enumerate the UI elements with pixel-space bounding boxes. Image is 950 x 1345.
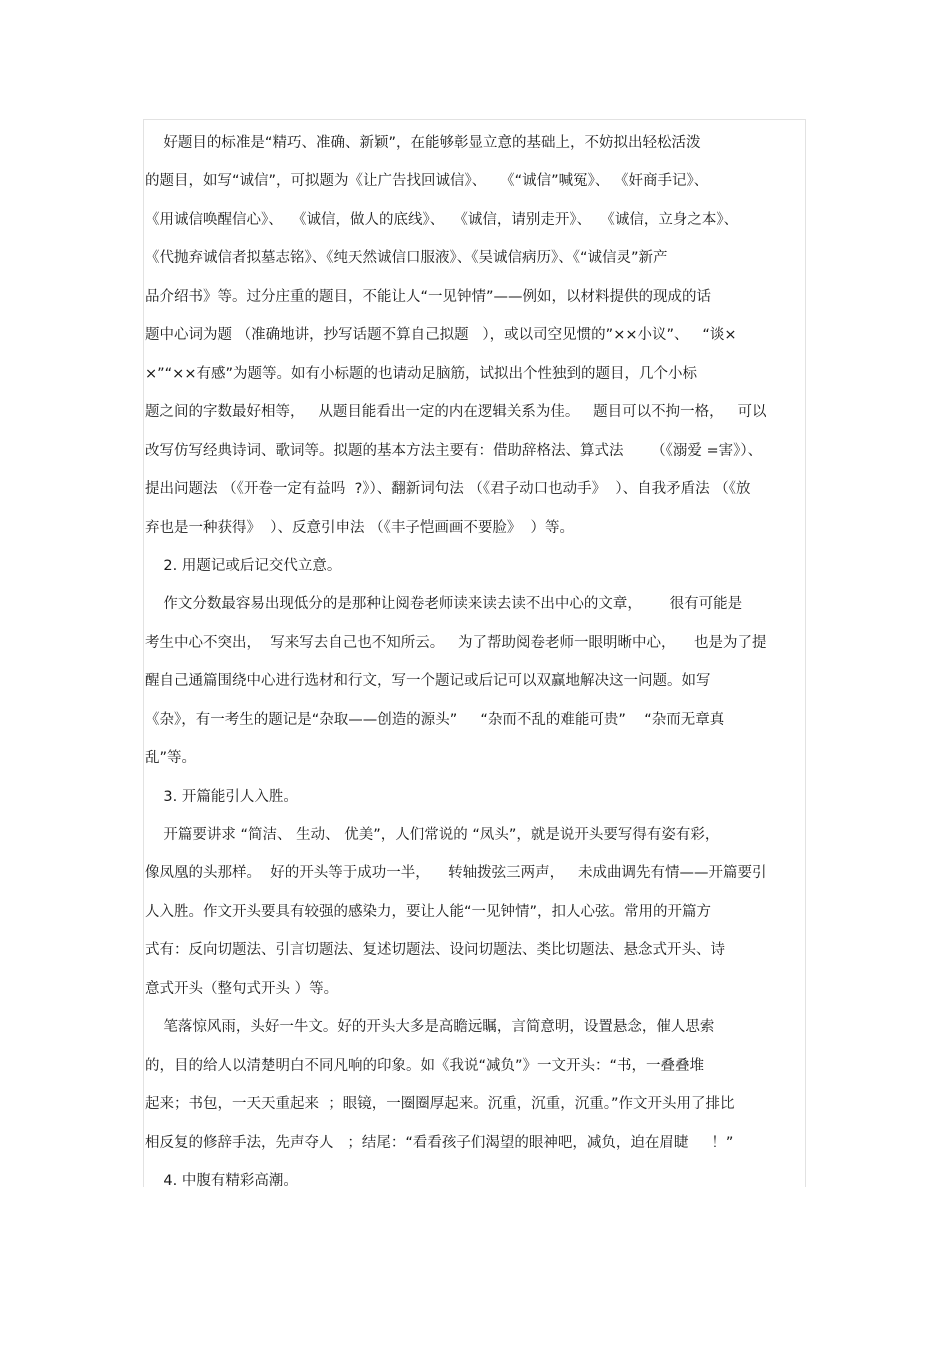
text-line: 品介绍书》等。过分庄重的题目，不能让人“一见钟情”——例如，以材料提供的现成的话 — [145, 289, 712, 305]
text-line: 提出问题法 （《开卷一定有益吗 ?》）、翻新词句法 （《君子动口也动手》 ）、自我矛盾法 （《放 — [145, 481, 751, 497]
text-line: 弃也是一种获得》 ）、反意引申法 （《丰子恺画画不要脸》 ）等。 — [145, 520, 575, 536]
text-line: 醒自己通篇围绕中心进行选材和行文，写一个题记或后记可以双赢地解决这一问题。如写 — [145, 673, 711, 689]
text-line: 《杂》，有一考生的题记是“杂取——创造的源头” “杂而不乱的难能可贵” “杂而无章真 — [145, 712, 725, 728]
text-line: 好题目的标准是“精巧、准确、新颖”，在能够彰显立意的基础上，不妨拟出轻松活泼 — [145, 135, 701, 151]
text-line: 起来；书包，一天天重起来 ；眼镜，一圈圈厚起来。沉重，沉重，沉重。”作文开头用了排比 — [145, 1096, 735, 1112]
text-line: 题中心词为题 （准确地讲，抄写话题不算自己拟题 ），或以司空见惯的”××小议”、 “谈× — [145, 327, 737, 343]
text-line: 乱”等。 — [145, 750, 197, 766]
text-line: 笔落惊风雨，头好一牛文。好的开头大多是高瞻远瞩，言简意明，设置悬念，催人思索 — [145, 1019, 715, 1035]
text-line: 相反复的修辞手法，先声夺人 ；结尾：“看看孩子们渴望的眼神吧，减负，迫在眉睫 ！” — [145, 1135, 734, 1151]
text-line: 的题目，如写“诚信”，可拟题为《让广告找回诚信》、 《“诚信”喊冤》、 《奸商手记》、 — [145, 173, 709, 189]
text-line: 考生中心不突出， 写来写去自己也不知所云。 为了帮助阅卷老师一眼明晰中心， 也是为了提 — [145, 635, 767, 651]
text-line: 意式开头（整句式开头 ）等。 — [145, 981, 339, 997]
section-heading: 4. 中腹有精彩高潮。 — [145, 1173, 298, 1189]
text-line: 人入胜。作文开头要具有较强的感染力，要让人能“一见钟情”，扣人心弦。常用的开篇方 — [145, 904, 712, 920]
text-line: 的，目的给人以清楚明白不同凡响的印象。如《我说“减负”》一文开头：“书，一叠叠堆 — [145, 1058, 705, 1074]
section-heading: 3. 开篇能引人入胜。 — [145, 789, 298, 805]
text-line: 作文分数最容易出现低分的是那种让阅卷老师读来读去读不出中心的文章， 很有可能是 — [145, 596, 743, 612]
text-line: 式有：反向切题法、引言切题法、复述切题法、设问切题法、类比切题法、悬念式开头、诗 — [145, 942, 725, 958]
text-line: 开篇要讲求 “简洁、 生动、 优美”，人们常说的 “凤头”，就是说开头要写得有姿有彩， — [145, 827, 720, 843]
text-line: 像凤凰的头那样。 好的开头等于成功一半， 转轴拨弦三两声， 未成曲调先有情——开篇要引 — [145, 865, 767, 881]
text-line: ×”“××有感”为题等。如有小标题的也请动足脑筋，试拟出个性独到的题目，几个小标 — [145, 366, 697, 382]
text-line: 改写仿写经典诗词、歌词等。拟题的基本方法主要有：借助辞格法、算式法 （《溺爱 =害》）、 — [145, 443, 763, 459]
text-line: 《代抛弃诚信者拟墓志铭》、《纯天然诚信口服液》、《吴诚信病历》、《“诚信灵”新产 — [145, 250, 668, 266]
text-line: 题之间的字数最好相等， 从题目能看出一定的内在逻辑关系为佳。 题目可以不拘一格， 可以 — [145, 404, 767, 420]
section-heading: 2. 用题记或后记交代立意。 — [145, 558, 342, 574]
text-line: 《用诚信唤醒信心》、 《诚信，做人的底线》、 《诚信，请别走开》、 《诚信，立身之本》、 — [145, 212, 739, 228]
